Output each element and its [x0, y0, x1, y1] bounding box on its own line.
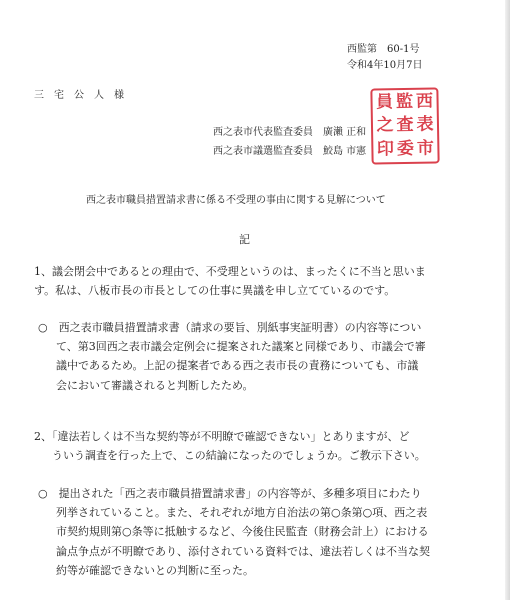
- official-seal-stamp: [370, 87, 439, 164]
- seal-char: 員: [375, 92, 394, 113]
- sender-representative: 西之表市代表監査委員 廣瀨 正和: [213, 127, 367, 138]
- text-line: ういう調査を行った上で、この結論になったのでしょうか。ご教示下さい。: [52, 449, 426, 463]
- ki-heading: 記: [239, 233, 250, 246]
- text-line: ○ 西之表市職員措置請求書（請求の要旨、別紙事実証明書）の内容等につい: [38, 321, 422, 334]
- text-line: 議中であるため。上記の提案者である西之表市長の責務についても、市議: [56, 359, 419, 373]
- text-line: す。私は、八板市長の市長としての仕事に異議を申し立てているのです。: [34, 284, 396, 298]
- section-2-answer: [38, 484, 430, 580]
- page-edge-shadow: [505, 0, 510, 600]
- section-1-question: [34, 262, 426, 300]
- seal-char: 之: [376, 115, 394, 136]
- document-number: 西監第 60-1号: [347, 44, 420, 55]
- text-line: 市契約規則第○条等に抵触するなど、今後住民監査（財務会計上）における: [56, 525, 429, 539]
- text-line: 1、議会閉会中であるとの理由で、不受理というのは、まったくに不当と思いま: [34, 265, 426, 278]
- text-line: 会において審議されると判断したため。: [56, 378, 254, 392]
- text-line: ○ 提出された「西之表市職員措置請求書」の内容等が、多種多項目にわたり: [38, 487, 422, 500]
- seal-char: 査: [396, 115, 414, 136]
- seal-char: 印: [376, 138, 395, 160]
- text-line: 列挙されていること。また、それぞれが地方自治法の第○条第○項、西之表: [56, 506, 428, 520]
- sender-council: 西之表市議選監査委員 鮫島 市憲: [213, 146, 367, 157]
- seal-char: 表: [416, 114, 434, 136]
- text-line: 論点争点が不明瞭であり、添付されている資料では、違法若しくは不当な契: [56, 544, 430, 558]
- section-1-answer: [38, 318, 426, 395]
- document-date: 令和4年10月7日: [347, 60, 423, 71]
- text-line: 2、「違法若しくは不当な契約等が不明瞭で確認できない」とありますが、ど: [34, 430, 410, 443]
- document-title: 西之表市職員措置請求書に係る不受理の事由に関する見解について: [86, 195, 386, 206]
- seal-char: 監: [395, 91, 414, 113]
- addressee: 三 宅 公 人 様: [34, 90, 124, 101]
- seal-char: 市: [416, 138, 435, 159]
- text-line: て、第3回西之表市議会定例会に提案された議案と同様であり、市議会で審: [56, 340, 426, 354]
- text-line: 約等が確認できないとの判断に至った。: [56, 563, 254, 577]
- section-2-question: [34, 427, 426, 465]
- seal-char: 委: [396, 138, 415, 159]
- seal-char: 西: [415, 91, 434, 112]
